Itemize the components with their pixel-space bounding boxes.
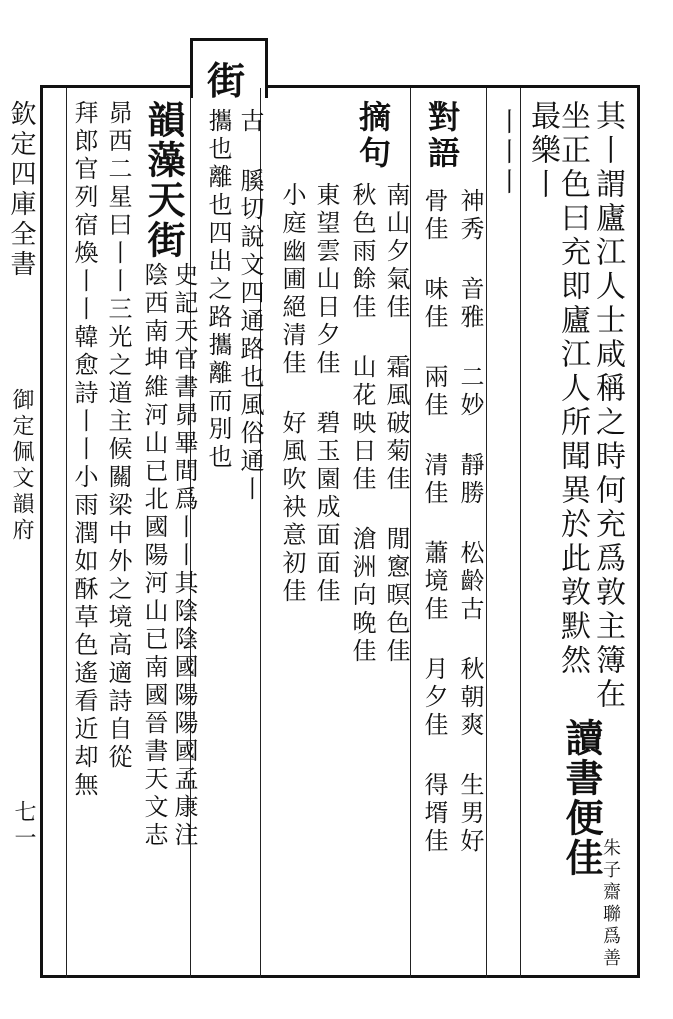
entry-heading: 讀書便佳 [559, 718, 604, 878]
text-column: 其丨謂廬江人士咸稱之時何充爲敦主簿在 [590, 100, 625, 712]
entry-heading-tianjie: 韻藻天街 [141, 100, 186, 260]
text-column: 最樂丨 [525, 100, 560, 202]
text-column: 昴西二星曰丨丨三光之道主候關梁中外之境高適詩自從 [104, 100, 132, 772]
column-rule [66, 88, 67, 978]
text-column: 坐正色曰充即廬江人所聞異於此敦默然 [555, 100, 590, 678]
text-column: 骨佳 味佳 兩佳 清佳 蕭境佳 月夕佳 得壻佳 [420, 188, 448, 856]
section-heading-duiyu: 對語 [423, 100, 461, 172]
column-rule [520, 88, 521, 978]
page-number: 七一 [11, 800, 36, 852]
entry-note: 朱子齋聯爲善 [600, 838, 621, 970]
text-column: 攜也離也四出之路攜離而別也 [204, 108, 232, 472]
book-title: 欽定四庫全書 [6, 100, 36, 280]
text-column: 東望雲山日夕佳 碧玉園成面面佳 [312, 182, 340, 606]
text-column: 神秀 音雅 二妙 靜勝 松齡古 秋朝爽 生男好 [456, 188, 484, 856]
text-column: 小庭幽圃絕清佳 好風吹袂意初佳 [278, 182, 306, 606]
text-column: 陰西南坤維河山已北國陽河山已南國晉書天文志 [140, 262, 168, 850]
text-column: 拜郎官列宿煥丨丨韓愈詩丨丨小雨潤如酥草色遙看近却無 [70, 100, 98, 800]
column-rule [486, 88, 487, 978]
volume-title: 御定佩文韻府 [9, 388, 34, 544]
text-column: 史記天官書昴畢間爲丨丨其陰陰國陽陽國孟康注 [170, 262, 198, 850]
header-title: 街 [207, 58, 246, 103]
text-column: 秋色雨餘佳 山花映日佳 滄洲向晚佳 [348, 182, 376, 666]
text-column: 丨丨丨 [492, 108, 522, 198]
text-column: 南山夕氣佳 霜風破菊佳 閒窻暝色佳 [382, 182, 410, 666]
text-column: 古 膎切說文四通路也風俗通丨 [236, 108, 264, 504]
column-rule [410, 88, 411, 978]
section-heading-zhaiju: 摘句 [354, 100, 392, 172]
